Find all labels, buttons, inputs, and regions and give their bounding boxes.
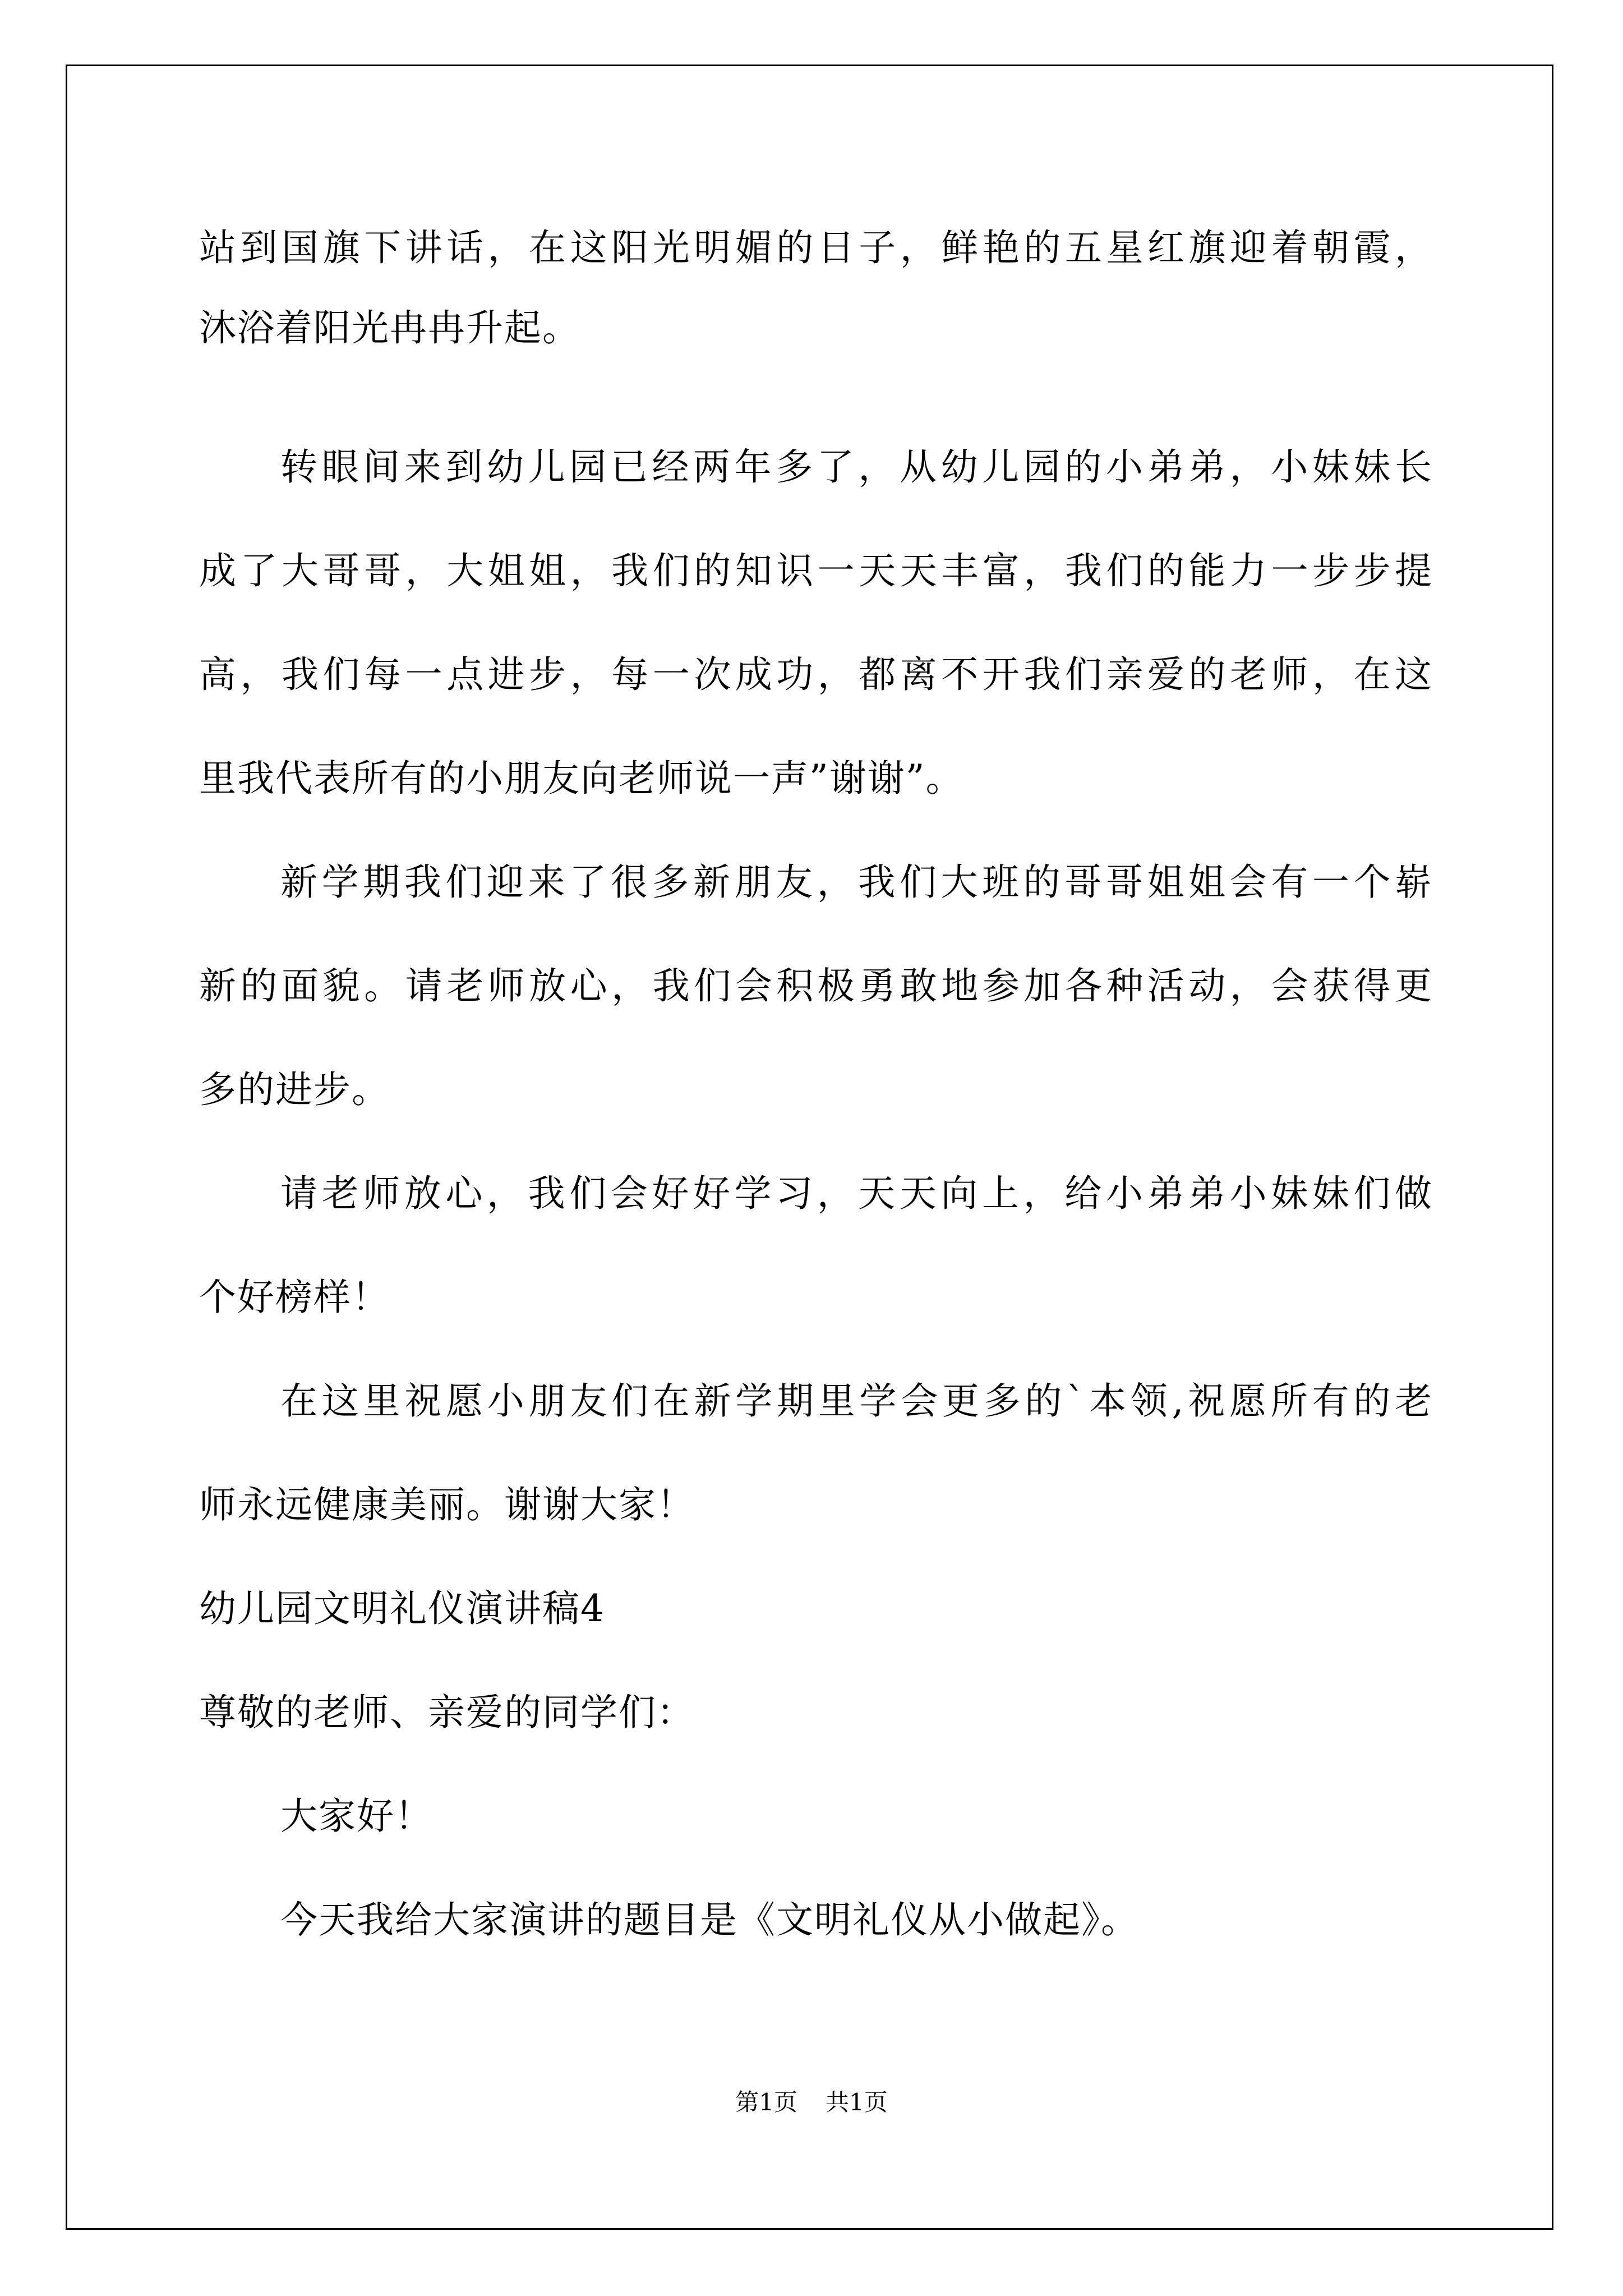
paragraph-line: 站到国旗下讲话，在这阳光明媚的日子，鲜艳的五星红旗迎着朝霞， xyxy=(199,226,1433,269)
section-title: 幼儿园文明礼仪演讲稿4 xyxy=(199,1587,605,1630)
paragraph-line: 高，我们每一点进步，每一次成功，都离不开我们亲爱的老师，在这 xyxy=(199,653,1433,696)
paragraph-line: 转眼间来到幼儿园已经两年多了，从幼儿园的小弟弟，小妹妹长 xyxy=(280,445,1433,489)
paragraph-line: 沐浴着阳光冉冉升起。 xyxy=(199,306,580,349)
salutation: 尊敬的老师、亲爱的同学们： xyxy=(199,1691,695,1734)
paragraph-line: 里我代表所有的小朋友向老师说一声”谢谢”。 xyxy=(199,757,964,800)
paragraph-line: 请老师放心，我们会好好学习，天天向上，给小弟弟小妹妹们做 xyxy=(280,1172,1433,1215)
paragraph-line: 师永远健康美丽。谢谢大家！ xyxy=(199,1483,695,1526)
page-total: 共1页 xyxy=(826,2088,888,2116)
page-footer xyxy=(0,2088,1623,2116)
greeting: 大家好！ xyxy=(280,1795,433,1838)
paragraph-line: 在这里祝愿小朋友们在新学期里学会更多的`本领,祝愿所有的老 xyxy=(280,1379,1433,1423)
page-number: 第1页 xyxy=(735,2088,797,2116)
topic-line: 今天我给大家演讲的题目是《文明礼仪从小做起》。 xyxy=(280,1898,1139,1941)
paragraph-line: 新学期我们迎来了很多新朋友，我们大班的哥哥姐姐会有一个崭 xyxy=(280,861,1433,904)
paragraph-line: 多的进步。 xyxy=(199,1068,390,1111)
paragraph-line: 新的面貌。请老师放心，我们会积极勇敢地参加各种活动，会获得更 xyxy=(199,964,1433,1007)
paragraph-line: 成了大哥哥，大姐姐，我们的知识一天天丰富，我们的能力一步步提 xyxy=(199,549,1433,592)
paragraph-line: 个好榜样！ xyxy=(199,1276,390,1319)
